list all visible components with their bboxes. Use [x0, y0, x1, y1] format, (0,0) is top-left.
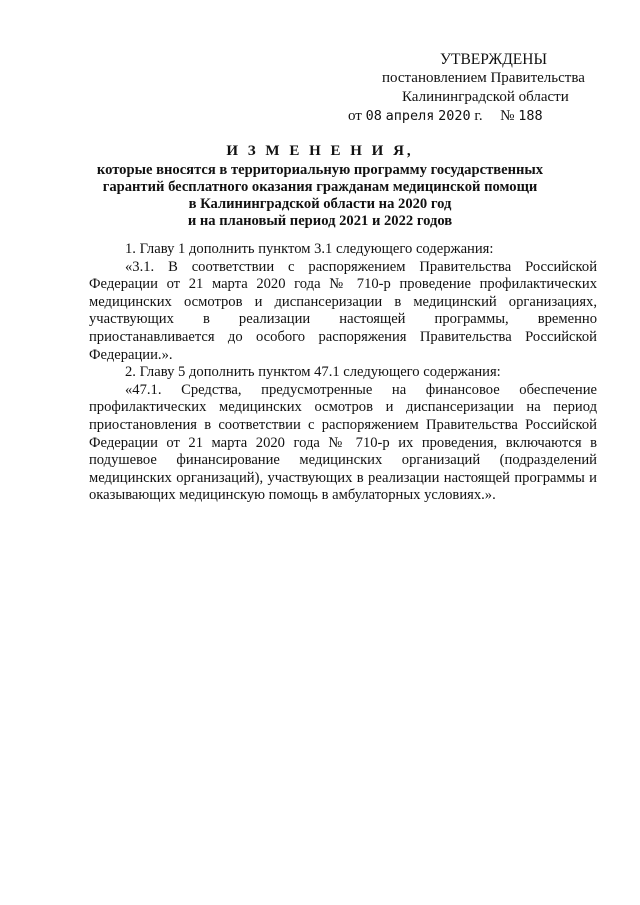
approval-date-line — [340, 107, 630, 126]
date-day: 08 — [365, 108, 382, 124]
approval-title: УТВЕРЖДЕНЫ — [440, 51, 547, 68]
subtitle-line: гарантий бесплатного оказания гражданам медицинской помощи — [102, 179, 538, 195]
date-year: 2020 — [438, 108, 471, 124]
document-heading — [80, 140, 560, 230]
subtitle-line: которые вносятся в территориальную программу государственных — [96, 162, 544, 178]
paragraph-item-1: 1. Главу 1 дополнить пунктом 3.1 следующего содержания: — [125, 241, 494, 257]
subtitle-line: в Калининградской области на 2020 год — [188, 196, 452, 212]
date-prefix: от — [348, 108, 362, 124]
paragraph-item-2: 2. Главу 5 дополнить пунктом 47.1 следующего содержания: — [125, 364, 501, 381]
paragraph-clause-3-1: «3.1. В соответствии с распоряжением Правительства Российской Федерации от 21 марта 2020 года № 710-р проведение профилактических медицинских осмотров и диспансеризации в медицинский организациях, участвующих в реализации настоящей программы, временно приостанавливается до особого распоряжения Правительства Российской Федерации.». — [89, 258, 597, 363]
document-title: И З М Е Н Е Н И Я, — [226, 143, 414, 159]
approval-line-resolution: постановлением Правительства — [382, 70, 585, 86]
approval-block — [340, 50, 630, 126]
document-body — [89, 241, 597, 505]
approval-line-region: Калининградской области — [402, 89, 569, 105]
paragraph-clause-47-1: «47.1. Средства, предусмотренные на финансовое обеспечение профилактических медицинских осмотров и диспансеризации на период приостановления в соответствии с распоряжением Правительства Российской Федерации от 21 марта 2020 года № 710-р их проведения, включаются в подушевое финансирование медицинских организаций (подразделений медицинских организаций), участвующих в реализации настоящей программы и оказывающих медицинскую помощь в амбулаторных условиях.». — [89, 381, 597, 504]
date-month: апреля — [385, 108, 435, 124]
document-number: 188 — [518, 108, 543, 124]
subtitle-line: и на плановый период 2021 и 2022 годов — [187, 213, 453, 229]
number-sign: № — [500, 108, 515, 124]
date-suffix: г. — [474, 108, 483, 124]
